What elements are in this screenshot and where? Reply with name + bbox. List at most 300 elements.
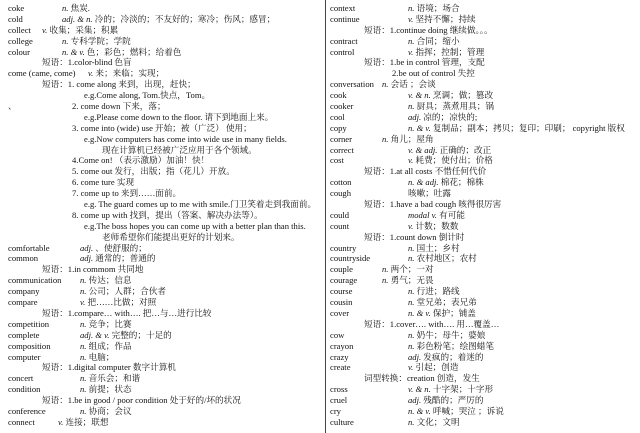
headword: coke <box>8 3 25 13</box>
vocab-entry <box>8 341 308 352</box>
vocab-entry <box>8 68 308 79</box>
headword: countryside <box>330 253 371 264</box>
phrase-text: 2. come down 下来，落； <box>72 101 166 112</box>
definition <box>408 177 484 188</box>
meaning: 电脑； <box>88 351 115 362</box>
vocab-entry <box>330 188 635 199</box>
vocab-entry <box>330 36 635 47</box>
phrase-line <box>8 90 308 101</box>
vocab-entry <box>330 145 635 156</box>
vocab-entry <box>330 384 635 395</box>
part-of-speech: n. <box>408 416 415 427</box>
phrase-line <box>330 319 635 330</box>
part-of-speech: n. <box>408 101 415 112</box>
meaning: 角儿；屋角 <box>390 133 434 144</box>
phrase-text: e.g.Please come down to the floor. 请下到地面上来。 <box>84 111 274 122</box>
meaning: 焦炭. <box>70 3 90 13</box>
vocab-entry <box>8 275 308 286</box>
phrase-text: 5. come out 发行，出版；指（花儿）开放。 <box>72 166 235 177</box>
part-of-speech: n. <box>62 3 69 13</box>
definition <box>408 14 476 25</box>
phrase-text: 老师希望你们能提出更好的计划来。 <box>102 231 240 242</box>
meaning: 前提；状态 <box>88 384 132 395</box>
meaning: 十字架；十字形 <box>432 384 494 395</box>
meaning: 来；来临；实现； <box>95 68 165 79</box>
vocab-entry <box>8 406 308 417</box>
headword: count <box>330 220 350 231</box>
part-of-speech: v. <box>408 220 414 231</box>
phrase-text: 短语：1.compare… with…. 把…与…进行比较 <box>42 307 212 318</box>
meaning: 农村地区；农村 <box>416 253 477 264</box>
headword: common <box>8 253 39 264</box>
definition <box>42 25 118 36</box>
phrase-line <box>8 112 308 123</box>
phrase-text: 短语：1.digital computer 数字计算机 <box>42 362 176 373</box>
part-of-speech: n. <box>80 286 87 297</box>
definition <box>58 417 108 428</box>
headword: communication <box>8 275 62 286</box>
definition <box>80 297 156 308</box>
part-of-speech: adj. & n. <box>62 13 93 24</box>
headword: cook <box>330 90 347 101</box>
part-of-speech: v. <box>88 68 94 79</box>
meaning: 呼喊；哭泣 ；诉说 <box>432 405 504 416</box>
meaning: 通常的；普通的 <box>95 253 156 264</box>
meaning: 残酷的；严厉的 <box>423 395 484 406</box>
vocab-entry <box>8 36 308 47</box>
definition <box>408 362 458 373</box>
definition <box>80 319 132 330</box>
meaning: 堂兄弟；表兄弟 <box>416 297 477 308</box>
headword: cotton <box>330 177 352 188</box>
stray-mark: 、 <box>8 101 17 112</box>
headword: concert <box>8 373 34 384</box>
phrase-text: 8. come up with 找到，提出（答案、解决办法等）。 <box>72 209 263 220</box>
definition <box>408 384 493 395</box>
part-of-speech: v. <box>80 297 86 308</box>
definition <box>382 264 434 275</box>
definition <box>382 79 436 90</box>
meaning: 计数；数数 <box>415 220 459 231</box>
meaning: 引起；创造 <box>415 362 459 373</box>
definition <box>62 3 90 14</box>
vocab-entry <box>330 221 635 232</box>
phrase-text: e.g.The boss hopes you can come up with a better plan than this. <box>84 220 306 231</box>
definition <box>382 134 434 145</box>
vocab-entry <box>330 79 635 90</box>
phrase-text: 短语：1.be in control 管理，支配 <box>364 57 485 68</box>
definition <box>408 308 476 319</box>
part-of-speech: n. <box>408 329 415 340</box>
meaning: 坚持不懈；持续 <box>415 13 476 24</box>
part-of-speech: n. & v. <box>408 307 431 318</box>
vocab-entry <box>8 297 308 308</box>
headword: crayon <box>330 340 354 351</box>
definition <box>408 253 477 264</box>
right-column <box>330 3 635 428</box>
headword: create <box>330 362 351 373</box>
vocab-entry <box>330 243 635 254</box>
headword: colour <box>8 46 30 57</box>
headword: contract <box>330 35 358 46</box>
phrase-line <box>330 68 635 79</box>
phrase-line <box>8 166 308 177</box>
phrase-line <box>8 145 308 156</box>
vocab-entry <box>330 210 635 221</box>
definition <box>80 373 140 384</box>
phrase-line <box>8 79 308 90</box>
meaning: 凉的；凉快的; <box>423 111 478 122</box>
vocab-entry <box>330 134 635 145</box>
phrase-line <box>8 199 317 210</box>
vocab-entry <box>330 417 635 428</box>
definition <box>80 341 132 352</box>
phrase-text: 短语：1.count down 倒计时 <box>364 231 465 242</box>
definition <box>80 286 166 297</box>
phrase-text: 词型转换：creation 创造，发生 <box>364 373 480 384</box>
vocab-entry <box>330 297 635 308</box>
vocab-entry <box>8 286 308 297</box>
phrase-text: 3. come into (wide) use 开始；被（广泛） 使用； <box>72 122 252 133</box>
meaning: 连接；联想 <box>65 416 109 427</box>
part-of-speech: adj. <box>80 242 94 253</box>
column-divider <box>325 0 326 433</box>
phrase-line <box>8 395 308 406</box>
definition <box>408 286 460 297</box>
headword: complete <box>8 329 40 340</box>
vocab-entry <box>8 319 308 330</box>
definition <box>408 101 494 112</box>
phrase-line <box>8 123 308 134</box>
meaning: 传达；信息 <box>88 275 132 286</box>
part-of-speech: n. <box>408 340 415 351</box>
meaning: 国土；乡村 <box>416 242 460 253</box>
definition <box>62 47 181 58</box>
phrase-text: 短语：1.color-blind 色盲 <box>42 57 132 68</box>
meaning: 语境；场合 <box>416 3 460 13</box>
meaning: 音乐会；和谐 <box>88 373 141 384</box>
headword: crazy <box>330 351 349 362</box>
headword: computer <box>8 351 41 362</box>
phrase-text: 短语：1.at all costs 不惜任何代价 <box>364 166 487 177</box>
part-of-speech: n. <box>80 351 87 362</box>
definition <box>408 406 504 417</box>
meaning: 完整的；十足的 <box>111 329 172 340</box>
definition <box>408 352 483 363</box>
headword: could <box>330 209 350 220</box>
part-of-speech: n. & v. <box>62 46 85 57</box>
meaning: 耗费；使付出；价格 <box>415 155 493 166</box>
definition <box>80 275 132 286</box>
headword: composition <box>8 340 51 351</box>
vocab-entry <box>330 330 635 341</box>
vocab-entry <box>330 352 635 363</box>
headword: college <box>8 35 33 46</box>
headword: control <box>330 46 355 57</box>
headword: culture <box>330 416 354 427</box>
part-of-speech: v. <box>408 155 414 166</box>
phrase-text: 短语：1. come along 来到，出现，赶快； <box>42 79 196 90</box>
meaning: 合同；缩小 <box>416 35 460 46</box>
part-of-speech: v. & n. <box>408 90 431 101</box>
phrase-text: 短语：1.cover…. with…. 用…覆盖… <box>364 318 500 329</box>
headword: cousin <box>330 297 353 308</box>
headword: comfortable <box>8 242 50 253</box>
vocab-entry <box>330 362 635 373</box>
definition <box>408 341 494 352</box>
part-of-speech: n. <box>80 373 87 384</box>
headword: collect <box>8 24 31 35</box>
part-of-speech: n. <box>80 340 87 351</box>
definition <box>408 243 460 254</box>
part-of-speech: n. <box>80 275 87 286</box>
phrase-line <box>8 177 308 188</box>
part-of-speech: n. <box>408 3 415 13</box>
definition <box>408 36 460 47</box>
phrase-text: 6. come ture 实现 <box>72 177 135 188</box>
vocab-entry <box>8 330 308 341</box>
phrase-line <box>8 232 308 243</box>
definition <box>408 330 485 341</box>
definition <box>62 14 275 25</box>
meaning: 彩色粉笔；绘图蜡笔 <box>416 340 494 351</box>
vocab-entry <box>330 308 635 319</box>
phrase-line <box>330 199 635 210</box>
meaning: 指挥；控制；管理 <box>415 46 485 57</box>
headword: country <box>330 242 357 253</box>
phrase-text: e.g. The guard comes up to me with smile.门卫笑着走到我面前。 <box>84 199 317 210</box>
definition <box>80 253 155 264</box>
phrase-line <box>8 210 308 221</box>
meaning: 竞争；比赛 <box>88 318 132 329</box>
phrase-text: 短语：1.continue doing 继续做。。。 <box>364 24 493 35</box>
vocab-entry <box>330 47 635 58</box>
headword: cover <box>330 307 350 318</box>
definition <box>408 123 625 134</box>
part-of-speech: v. <box>42 24 48 35</box>
vocab-entry <box>8 243 308 254</box>
definition <box>80 352 114 363</box>
definition <box>408 210 465 221</box>
meaning: 冷的；冷淡的；不友好的；寒冷；伤风；感冒； <box>94 13 276 24</box>
phrase-text: 短语：1.have a bad cough 咳得很厉害 <box>364 199 502 210</box>
part-of-speech: adj. <box>408 351 422 362</box>
definition <box>408 47 484 58</box>
vocab-entry <box>330 395 635 406</box>
definition <box>408 112 477 123</box>
meaning: 两个；一对 <box>390 264 434 275</box>
meaning: 厨具；蒸煮用具；锅 <box>416 101 494 112</box>
headword: competition <box>8 318 50 329</box>
definition <box>408 188 451 199</box>
part-of-speech: n. & v. <box>408 122 431 133</box>
meaning: 行进；路线 <box>416 286 460 297</box>
meaning: 奶牛；母牛；婆娘 <box>416 329 486 340</box>
meaning: 勇气；无畏 <box>390 275 434 286</box>
meaning: 把……比做；对照 <box>87 297 157 308</box>
meaning: 公司；人群；合伙者 <box>88 286 166 297</box>
part-of-speech: n. <box>408 35 415 46</box>
headword: cough <box>330 188 352 199</box>
phrase-text: e.g.Now computers has come into wide use in many fields. <box>84 133 287 144</box>
headword: conference <box>8 405 46 416</box>
phrase-line <box>330 166 635 177</box>
meaning: 发疯的；着迷的 <box>423 351 484 362</box>
vocab-entry <box>8 352 308 363</box>
vocab-entry <box>8 373 308 384</box>
part-of-speech: n. <box>408 286 415 297</box>
phrase-line <box>330 57 635 68</box>
headword: connect <box>8 416 35 427</box>
meaning: 复制品；副本；拷贝；复印；印刷； copyright 版权 <box>432 122 625 133</box>
phrase-text: 短语：1.in commom 共同地 <box>42 264 144 275</box>
vocab-entry <box>8 47 308 58</box>
phrase-line <box>8 264 308 275</box>
vocab-entry <box>330 14 635 25</box>
part-of-speech: v. <box>58 416 64 427</box>
headword: cow <box>330 329 345 340</box>
meaning: 咳嗽；吐露 <box>408 188 451 199</box>
meaning: 协商；会议 <box>88 405 132 416</box>
phrase-text: e.g.Come along, Tom.快点，Tom。 <box>84 90 211 101</box>
headword: courage <box>330 275 358 286</box>
meaning: 专科学院；学院 <box>70 35 131 46</box>
meaning: 有可能 <box>439 209 465 220</box>
vocab-entry <box>330 112 635 123</box>
phrase-text: 2.be out of control 失控 <box>392 68 475 79</box>
headword: come (came, come) <box>8 68 76 79</box>
headword: cost <box>330 155 344 166</box>
definition <box>408 90 493 101</box>
definition <box>408 145 491 156</box>
headword: course <box>330 286 353 297</box>
part-of-speech: adj. & v. <box>80 329 110 340</box>
headword: compare <box>8 297 38 308</box>
part-of-speech: n. <box>408 297 415 308</box>
headword: cool <box>330 111 345 122</box>
definition <box>80 406 132 417</box>
headword: corner <box>330 133 352 144</box>
phrase-line <box>330 232 635 243</box>
definition <box>80 243 147 254</box>
definition <box>408 3 460 14</box>
meaning: 组成；作品 <box>88 340 132 351</box>
part-of-speech: v. & n. <box>408 384 431 395</box>
definition <box>62 36 131 47</box>
part-of-speech: n. <box>408 253 415 264</box>
part-of-speech: v. <box>408 362 414 373</box>
vocab-entry <box>8 14 308 25</box>
meaning: 收集；采集；积累 <box>49 24 119 35</box>
meaning: 正确的；改正 <box>439 144 492 155</box>
part-of-speech: n. <box>382 275 389 286</box>
definition <box>408 155 493 166</box>
vocab-entry <box>330 275 635 286</box>
vocab-entry <box>330 406 635 417</box>
phrase-line <box>8 57 308 68</box>
phrase-line <box>8 101 308 112</box>
headword: context <box>330 3 356 13</box>
headword: company <box>8 286 40 297</box>
meaning: 色；彩色；燃料；给着色 <box>86 46 182 57</box>
part-of-speech: n. <box>62 35 69 46</box>
part-of-speech: n. <box>382 133 389 144</box>
headword: continue <box>330 13 360 24</box>
part-of-speech: adj. <box>408 111 422 122</box>
meaning: 保护；铺盖 <box>432 307 476 318</box>
headword: cross <box>330 384 348 395</box>
part-of-speech: n. <box>382 264 389 275</box>
headword: cruel <box>330 395 348 406</box>
definition <box>80 384 132 395</box>
vocab-entry <box>330 341 635 352</box>
meaning: 文化；文明 <box>416 416 460 427</box>
vocab-entry <box>8 384 308 395</box>
vocab-entry <box>330 286 635 297</box>
vocab-entry <box>330 3 635 14</box>
part-of-speech: n. <box>80 318 87 329</box>
left-column <box>8 3 317 428</box>
vocab-entry <box>8 417 308 428</box>
part-of-speech: adj. <box>408 395 422 406</box>
definition <box>88 68 164 79</box>
definition <box>408 297 477 308</box>
vocab-entry <box>330 90 635 101</box>
phrase-line <box>8 362 308 373</box>
vocab-entry <box>330 253 635 264</box>
meaning: 、使舒服的； <box>95 242 147 253</box>
vocab-entry <box>8 25 308 36</box>
part-of-speech: n. <box>408 242 415 253</box>
definition <box>408 395 483 406</box>
vocab-entry <box>330 264 635 275</box>
vocab-entry <box>330 155 635 166</box>
definition <box>408 221 458 232</box>
definition <box>408 417 460 428</box>
definition <box>80 330 172 341</box>
phrase-line <box>330 373 635 384</box>
phrase-line <box>8 188 308 199</box>
part-of-speech: n. & v. <box>408 405 431 416</box>
vocab-entry <box>8 3 308 14</box>
part-of-speech: n. <box>80 405 87 416</box>
vocab-entry <box>330 123 635 134</box>
vocab-entry <box>330 177 635 188</box>
meaning: 会话 ；会谈 <box>390 79 436 90</box>
part-of-speech: v. <box>408 13 414 24</box>
phrase-line <box>8 134 308 145</box>
headword: condition <box>8 384 41 395</box>
part-of-speech: n. <box>80 384 87 395</box>
phrase-text: 短语：1.be in good / poor condition 处于好的/坏的状况 <box>42 395 241 406</box>
phrase-line <box>8 221 308 232</box>
phrase-line <box>8 155 308 166</box>
phrase-text: 现在计算机已经被广泛应用于各个领域。 <box>102 144 257 155</box>
headword: cold <box>8 13 23 24</box>
headword: copy <box>330 122 347 133</box>
part-of-speech: v. <box>408 46 414 57</box>
headword: cry <box>330 405 341 416</box>
part-of-speech: adj. <box>80 253 94 264</box>
headword: conversation <box>330 79 374 90</box>
part-of-speech: v. & adj. <box>408 144 438 155</box>
meaning: 棉花；棉株 <box>440 177 484 188</box>
definition <box>382 275 434 286</box>
headword: cooker <box>330 101 354 112</box>
phrase-line <box>8 308 308 319</box>
headword: correct <box>330 144 354 155</box>
vocab-entry <box>330 101 635 112</box>
